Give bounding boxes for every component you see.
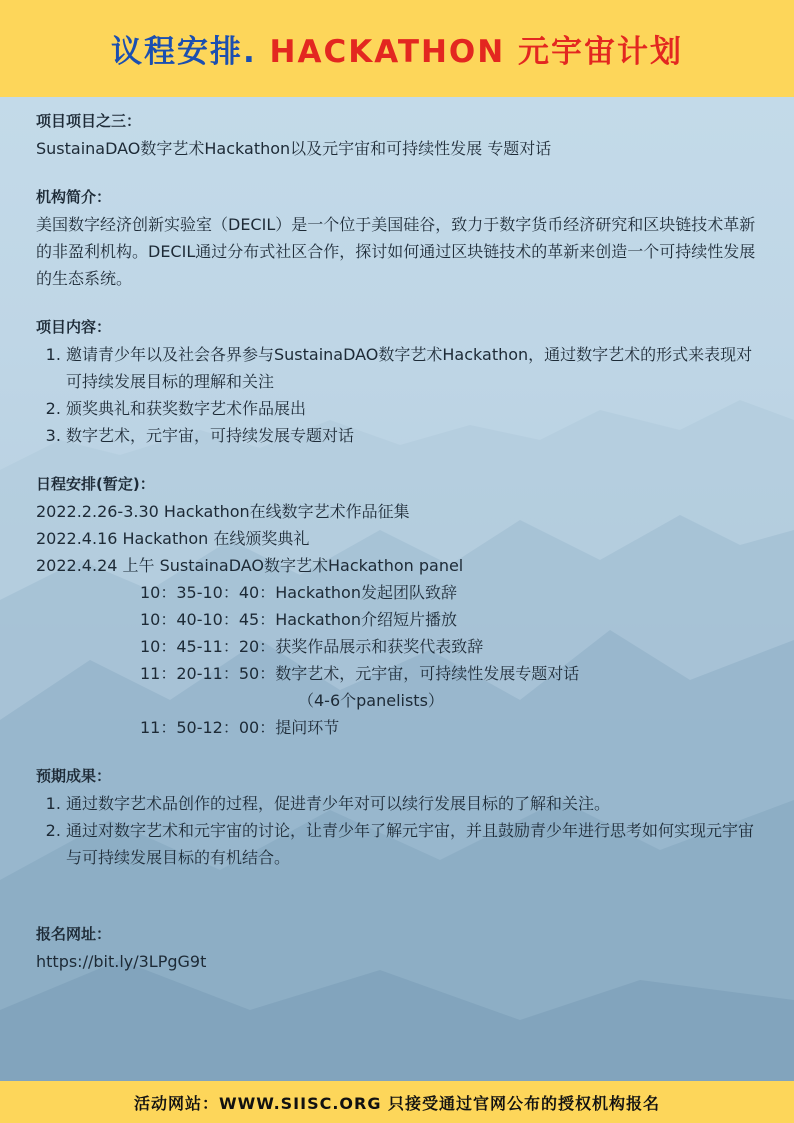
session-desc: Hackathon介绍短片播放 [275, 610, 457, 629]
session-time: 11：20-11：50： [140, 664, 276, 683]
list-item: 2. 颁奖典礼和获奖数字艺术作品展出 [66, 395, 766, 422]
session-row [140, 606, 766, 633]
session-desc: Hackathon发起团队致辞 [275, 583, 457, 602]
schedule-date: 2022.4.24 上午 SustainaDAO数字艺术Hackathon panel [36, 556, 464, 575]
session-row [140, 579, 766, 606]
session-time: 10：40-10：45： [140, 610, 276, 629]
schedule-date: 2022.4.16 Hackathon 在线颁奖典礼 [36, 529, 310, 548]
session-row [140, 660, 766, 687]
page-title [111, 26, 683, 71]
content-list [36, 341, 766, 449]
org-heading: 机构简介： [36, 188, 112, 206]
session-list [140, 579, 766, 741]
session-desc: 获奖作品展示和获奖代表致辞 [275, 637, 484, 656]
schedule-heading: 日程安排(暂定)： [36, 475, 155, 493]
session-desc: 提问环节 [275, 718, 340, 737]
title-hackathon: HACKATHON 元宇宙计划 [269, 34, 684, 70]
results-heading: 预期成果： [36, 767, 112, 785]
list-item: 1. 邀请青少年以及社会各界参与SustainaDAO数字艺术Hackathon，通过数字艺术的形式来表现对可持续发展目标的理解和关注 [66, 341, 766, 395]
signup-heading: 报名网址： [36, 925, 112, 943]
session-note: （4-6个panelists） [298, 691, 444, 710]
org-text: 美国数字经济创新实验室（DECIL）是一个位于美国硅谷，致力于数字货币经济研究和区块链技术革新的非盈利机构。DECIL通过分布式社区合作，探讨如何通过区块链技术的革新来创造一个可持续性发展的生态系统。 [36, 215, 756, 288]
session-time: 11：50-12：00： [140, 718, 276, 737]
project-text: SustainaDAO数字艺术Hackathon以及元宇宙和可持续性发展 专题对话 [36, 139, 552, 158]
list-item: 1. 通过数字艺术品创作的过程，促进青少年对可以续行发展目标的了解和关注。 [66, 790, 766, 817]
session-desc: 数字艺术，元宇宙，可持续性发展专题对话 [275, 664, 580, 683]
session-row [140, 633, 766, 660]
project-heading: 项目项目之三： [36, 112, 142, 130]
list-item: 2. 通过对数字艺术和元宇宙的讨论，让青少年了解元宇宙，并且鼓励青少年进行思考如何实现元宇宙与可持续发展目标的有机结合。 [66, 817, 766, 871]
footer-text: 活动网站：WWW.SIISC.ORG 只接受通过官网公布的授权机构报名 [133, 1093, 661, 1113]
title-agenda: 议程安排. [110, 34, 257, 70]
session-time: 10：45-11：20： [140, 637, 276, 656]
page-footer [0, 1081, 794, 1123]
session-row [140, 714, 766, 741]
content-heading: 项目内容： [36, 318, 112, 336]
schedule-date: 2022.2.26-3.30 Hackathon在线数字艺术作品征集 [36, 502, 410, 521]
page-header [0, 0, 794, 97]
signup-url-link[interactable]: https://bit.ly/3LPgG9t [36, 952, 207, 971]
main-content [36, 108, 766, 975]
list-item: 3. 数字艺术，元宇宙，可持续发展专题对话 [66, 422, 766, 449]
session-time: 10：35-10：40： [140, 583, 276, 602]
results-list [36, 790, 766, 871]
